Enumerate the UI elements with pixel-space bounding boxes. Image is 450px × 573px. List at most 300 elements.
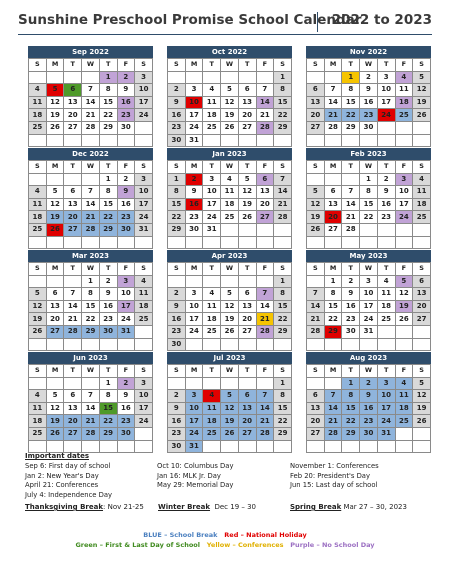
day-cell: 3 xyxy=(135,377,153,390)
day-cell xyxy=(307,275,325,288)
day-cell: 27 xyxy=(413,313,431,326)
day-cell xyxy=(203,338,221,351)
weekday-header: S xyxy=(307,263,325,276)
month-table xyxy=(167,58,292,147)
day-cell: 19 xyxy=(29,313,47,326)
day-cell: 20 xyxy=(307,415,325,428)
weekday-header: M xyxy=(46,365,64,378)
day-cell: 14 xyxy=(256,96,274,109)
day-cell: 28 xyxy=(64,325,82,338)
day-cell: 7 xyxy=(256,390,274,403)
day-cell: 4 xyxy=(395,71,413,84)
day-cell: 15 xyxy=(360,198,378,211)
weekday-header: T xyxy=(342,59,360,72)
day-cell xyxy=(203,236,221,249)
weekday-header: W xyxy=(82,161,100,174)
day-cell: 19 xyxy=(413,402,431,415)
day-cell: 13 xyxy=(324,198,342,211)
day-cell: 13 xyxy=(64,402,82,415)
day-cell: 31 xyxy=(377,427,395,440)
day-cell: 10 xyxy=(185,96,203,109)
day-cell xyxy=(256,71,274,84)
day-cell: 6 xyxy=(413,275,431,288)
weekday-header: S xyxy=(29,161,47,174)
day-cell: 8 xyxy=(99,84,117,97)
day-cell: 23 xyxy=(360,415,378,428)
day-cell: 4 xyxy=(413,173,431,186)
day-cell: 30 xyxy=(168,134,186,147)
day-cell: 7 xyxy=(324,390,342,403)
day-cell: 1 xyxy=(82,275,100,288)
day-cell: 25 xyxy=(395,109,413,122)
day-cell: 17 xyxy=(135,198,153,211)
day-cell: 13 xyxy=(238,96,256,109)
day-cell: 18 xyxy=(395,96,413,109)
day-cell xyxy=(99,440,117,453)
weekday-header: W xyxy=(360,161,378,174)
day-cell: 2 xyxy=(342,275,360,288)
day-cell: 5 xyxy=(46,186,64,199)
day-cell xyxy=(307,440,325,453)
day-cell: 14 xyxy=(256,402,274,415)
day-cell: 1 xyxy=(99,377,117,390)
day-cell: 9 xyxy=(117,84,135,97)
month-title: Dec 2022 xyxy=(28,148,153,160)
day-cell: 3 xyxy=(203,173,221,186)
weekday-header: F xyxy=(395,59,413,72)
month-table xyxy=(28,58,153,147)
month-table xyxy=(167,364,292,453)
day-cell: 12 xyxy=(221,96,239,109)
day-cell: 23 xyxy=(168,427,186,440)
day-cell: 23 xyxy=(185,211,203,224)
weekday-header: F xyxy=(395,263,413,276)
day-cell: 6 xyxy=(256,173,274,186)
day-cell: 9 xyxy=(360,390,378,403)
day-cell: 17 xyxy=(203,198,221,211)
day-cell xyxy=(29,173,47,186)
day-cell: 18 xyxy=(29,415,47,428)
day-cell: 21 xyxy=(324,109,342,122)
legend-green: Green – First & Last Day of School xyxy=(75,541,200,549)
day-cell: 15 xyxy=(274,96,292,109)
day-cell: 27 xyxy=(238,121,256,134)
weekday-header: S xyxy=(135,161,153,174)
day-cell xyxy=(395,223,413,236)
day-cell: 26 xyxy=(238,211,256,224)
day-cell: 23 xyxy=(99,313,117,326)
weekday-header: W xyxy=(221,365,239,378)
weekday-header: S xyxy=(307,365,325,378)
day-cell: 6 xyxy=(307,390,325,403)
important-dates-col1 xyxy=(25,462,112,500)
weekday-header: T xyxy=(377,365,395,378)
day-cell: 24 xyxy=(377,109,395,122)
month-calendar xyxy=(306,148,431,249)
day-cell xyxy=(256,223,274,236)
day-cell: 11 xyxy=(135,288,153,301)
day-cell: 2 xyxy=(117,377,135,390)
day-cell xyxy=(360,338,378,351)
day-cell: 25 xyxy=(395,415,413,428)
day-cell xyxy=(135,440,153,453)
day-cell xyxy=(46,134,64,147)
day-cell xyxy=(324,236,342,249)
day-cell xyxy=(29,377,47,390)
day-cell: 10 xyxy=(203,186,221,199)
day-cell: 18 xyxy=(203,415,221,428)
day-cell: 11 xyxy=(377,288,395,301)
day-cell: 16 xyxy=(99,300,117,313)
day-cell: 17 xyxy=(360,300,378,313)
day-cell: 17 xyxy=(135,96,153,109)
day-cell: 28 xyxy=(274,211,292,224)
day-cell: 27 xyxy=(64,223,82,236)
day-cell: 25 xyxy=(29,121,47,134)
weekday-header: T xyxy=(238,365,256,378)
day-cell: 30 xyxy=(360,427,378,440)
day-cell: 27 xyxy=(307,121,325,134)
day-cell xyxy=(185,338,203,351)
day-cell: 20 xyxy=(64,415,82,428)
day-cell: 10 xyxy=(135,186,153,199)
day-cell xyxy=(64,134,82,147)
weekday-header: S xyxy=(274,365,292,378)
weekday-header: F xyxy=(117,59,135,72)
day-cell: 8 xyxy=(82,288,100,301)
day-cell xyxy=(238,71,256,84)
month-title: Jan 2023 xyxy=(167,148,292,160)
day-cell: 19 xyxy=(46,211,64,224)
day-cell: 8 xyxy=(168,186,186,199)
month-calendar xyxy=(28,46,153,147)
weekday-header: T xyxy=(64,263,82,276)
weekday-header: M xyxy=(185,365,203,378)
day-cell xyxy=(29,71,47,84)
day-cell: 12 xyxy=(307,198,325,211)
day-cell: 14 xyxy=(307,300,325,313)
day-cell: 10 xyxy=(117,288,135,301)
day-cell: 26 xyxy=(221,325,239,338)
day-cell xyxy=(413,121,431,134)
day-cell: 17 xyxy=(185,415,203,428)
day-cell xyxy=(413,440,431,453)
day-cell xyxy=(64,338,82,351)
day-cell xyxy=(238,440,256,453)
day-cell: 1 xyxy=(342,377,360,390)
day-cell: 14 xyxy=(274,186,292,199)
day-cell: 14 xyxy=(324,96,342,109)
day-cell: 20 xyxy=(46,313,64,326)
weekday-header: S xyxy=(274,59,292,72)
day-cell: 5 xyxy=(29,288,47,301)
day-cell xyxy=(221,377,239,390)
day-cell: 23 xyxy=(117,109,135,122)
day-cell: 5 xyxy=(46,84,64,97)
day-cell xyxy=(256,338,274,351)
weekday-header: T xyxy=(377,161,395,174)
day-cell: 4 xyxy=(203,84,221,97)
day-cell: 21 xyxy=(256,109,274,122)
day-cell: 7 xyxy=(307,288,325,301)
day-cell: 21 xyxy=(274,198,292,211)
day-cell: 26 xyxy=(29,325,47,338)
day-cell xyxy=(168,377,186,390)
weekday-header: S xyxy=(29,365,47,378)
day-cell xyxy=(64,377,82,390)
day-cell: 17 xyxy=(185,313,203,326)
month-calendar xyxy=(167,352,292,453)
day-cell: 7 xyxy=(82,390,100,403)
day-cell: 4 xyxy=(203,390,221,403)
day-cell: 5 xyxy=(413,71,431,84)
day-cell: 3 xyxy=(395,173,413,186)
day-cell: 3 xyxy=(135,173,153,186)
day-cell xyxy=(307,377,325,390)
day-cell xyxy=(377,223,395,236)
day-cell: 18 xyxy=(413,198,431,211)
day-cell xyxy=(117,440,135,453)
day-cell: 15 xyxy=(99,96,117,109)
day-cell: 31 xyxy=(360,325,378,338)
day-cell xyxy=(324,173,342,186)
month-table xyxy=(167,160,292,249)
day-cell: 7 xyxy=(256,84,274,97)
day-cell: 1 xyxy=(274,275,292,288)
day-cell: 1 xyxy=(99,71,117,84)
day-cell: 30 xyxy=(99,325,117,338)
day-cell: 8 xyxy=(99,186,117,199)
weekday-header: W xyxy=(221,161,239,174)
month-title: Sep 2022 xyxy=(28,46,153,58)
day-cell: 22 xyxy=(342,415,360,428)
day-cell xyxy=(377,121,395,134)
day-cell: 16 xyxy=(117,96,135,109)
important-date: May 29: Memorial Day xyxy=(157,481,234,490)
legend-blue: BLUE – School Break xyxy=(143,531,218,539)
day-cell: 1 xyxy=(274,71,292,84)
day-cell: 9 xyxy=(360,84,378,97)
day-cell: 6 xyxy=(238,288,256,301)
month-title: Aug 2023 xyxy=(306,352,431,364)
weekday-header: F xyxy=(256,161,274,174)
day-cell xyxy=(46,275,64,288)
weekday-header: F xyxy=(256,59,274,72)
day-cell: 17 xyxy=(135,402,153,415)
month-calendar xyxy=(28,250,153,351)
day-cell xyxy=(46,440,64,453)
day-cell: 17 xyxy=(117,300,135,313)
day-cell: 27 xyxy=(46,325,64,338)
day-cell xyxy=(413,134,431,147)
day-cell: 9 xyxy=(168,300,186,313)
day-cell xyxy=(135,134,153,147)
day-cell: 15 xyxy=(342,96,360,109)
day-cell: 29 xyxy=(274,121,292,134)
day-cell: 10 xyxy=(185,300,203,313)
page-title: Sunshine Preschool Promise School Calendar xyxy=(18,12,362,28)
day-cell: 15 xyxy=(324,300,342,313)
day-cell: 2 xyxy=(99,275,117,288)
school-year: 2022 to 2023 xyxy=(317,12,432,32)
day-cell xyxy=(413,325,431,338)
day-cell: 28 xyxy=(82,121,100,134)
day-cell: 13 xyxy=(307,96,325,109)
important-date: Oct 10: Columbus Day xyxy=(157,462,234,470)
day-cell: 22 xyxy=(324,313,342,326)
day-cell: 9 xyxy=(377,186,395,199)
day-cell: 5 xyxy=(46,390,64,403)
day-cell: 28 xyxy=(82,427,100,440)
weekday-header: T xyxy=(342,161,360,174)
weekday-header: T xyxy=(203,161,221,174)
day-cell: 6 xyxy=(238,390,256,403)
day-cell xyxy=(395,338,413,351)
day-cell: 11 xyxy=(203,402,221,415)
day-cell: 28 xyxy=(82,223,100,236)
day-cell: 11 xyxy=(203,96,221,109)
day-cell: 25 xyxy=(413,211,431,224)
day-cell: 6 xyxy=(64,84,82,97)
day-cell xyxy=(342,134,360,147)
thanksgiving-break xyxy=(25,503,144,511)
month-title: Apr 2023 xyxy=(167,250,292,262)
day-cell: 31 xyxy=(203,223,221,236)
thanksgiving-break-dates: : Nov 21-25 xyxy=(103,503,144,511)
day-cell: 3 xyxy=(377,71,395,84)
day-cell xyxy=(377,325,395,338)
weekday-header: S xyxy=(135,263,153,276)
day-cell: 20 xyxy=(307,109,325,122)
day-cell: 22 xyxy=(274,109,292,122)
day-cell: 11 xyxy=(29,402,47,415)
day-cell: 18 xyxy=(135,300,153,313)
day-cell: 17 xyxy=(395,198,413,211)
day-cell: 6 xyxy=(64,390,82,403)
day-cell: 8 xyxy=(360,186,378,199)
weekday-header: S xyxy=(413,59,431,72)
important-date: Sep 6: First day of school xyxy=(25,462,111,470)
day-cell: 11 xyxy=(221,186,239,199)
day-cell: 21 xyxy=(324,415,342,428)
day-cell xyxy=(82,338,100,351)
weekday-header: S xyxy=(168,161,186,174)
day-cell: 21 xyxy=(342,211,360,224)
day-cell: 3 xyxy=(185,84,203,97)
day-cell: 23 xyxy=(377,211,395,224)
day-cell xyxy=(117,134,135,147)
day-cell: 1 xyxy=(99,173,117,186)
day-cell xyxy=(274,236,292,249)
month-table xyxy=(306,364,431,453)
day-cell: 19 xyxy=(46,415,64,428)
day-cell xyxy=(395,427,413,440)
day-cell: 10 xyxy=(185,402,203,415)
day-cell: 25 xyxy=(377,313,395,326)
day-cell: 30 xyxy=(117,223,135,236)
day-cell xyxy=(221,71,239,84)
day-cell: 13 xyxy=(307,402,325,415)
weekday-header: S xyxy=(413,263,431,276)
day-cell: 18 xyxy=(203,313,221,326)
day-cell xyxy=(324,71,342,84)
page-header xyxy=(18,10,432,35)
day-cell: 24 xyxy=(185,427,203,440)
day-cell: 29 xyxy=(324,325,342,338)
month-calendar xyxy=(28,352,153,453)
weekday-header: F xyxy=(395,365,413,378)
day-cell: 20 xyxy=(64,109,82,122)
day-cell: 2 xyxy=(117,173,135,186)
day-cell: 3 xyxy=(377,377,395,390)
day-cell xyxy=(307,236,325,249)
day-cell: 18 xyxy=(377,300,395,313)
day-cell xyxy=(342,440,360,453)
day-cell: 25 xyxy=(29,223,47,236)
day-cell xyxy=(46,173,64,186)
day-cell: 2 xyxy=(360,71,378,84)
day-cell: 16 xyxy=(168,109,186,122)
day-cell: 29 xyxy=(82,325,100,338)
day-cell xyxy=(395,325,413,338)
day-cell xyxy=(274,134,292,147)
important-date: Feb 20: President's Day xyxy=(290,471,370,480)
day-cell: 22 xyxy=(360,211,378,224)
day-cell xyxy=(377,338,395,351)
day-cell: 17 xyxy=(377,96,395,109)
day-cell: 27 xyxy=(256,211,274,224)
day-cell xyxy=(342,173,360,186)
day-cell xyxy=(238,223,256,236)
day-cell xyxy=(324,134,342,147)
day-cell xyxy=(82,377,100,390)
day-cell: 12 xyxy=(29,300,47,313)
weekday-header: T xyxy=(377,263,395,276)
day-cell xyxy=(221,134,239,147)
weekday-header: M xyxy=(185,59,203,72)
day-cell: 22 xyxy=(274,415,292,428)
weekday-header: T xyxy=(203,263,221,276)
day-cell xyxy=(342,236,360,249)
day-cell xyxy=(29,134,47,147)
day-cell: 17 xyxy=(377,402,395,415)
day-cell xyxy=(185,377,203,390)
day-cell: 6 xyxy=(64,186,82,199)
day-cell: 30 xyxy=(360,121,378,134)
day-cell: 19 xyxy=(46,109,64,122)
day-cell: 16 xyxy=(185,198,203,211)
day-cell: 5 xyxy=(221,84,239,97)
day-cell: 17 xyxy=(185,109,203,122)
month-calendar xyxy=(167,250,292,351)
day-cell: 16 xyxy=(360,402,378,415)
important-dates-title: Important dates xyxy=(25,452,90,460)
legend-line-2 xyxy=(0,541,450,549)
month-title: Oct 2022 xyxy=(167,46,292,58)
legend-red: Red – National Holiday xyxy=(224,531,307,539)
day-cell: 1 xyxy=(168,173,186,186)
day-cell: 2 xyxy=(360,377,378,390)
day-cell xyxy=(29,440,47,453)
important-dates-col2 xyxy=(157,462,233,491)
day-cell: 7 xyxy=(256,288,274,301)
weekday-header: F xyxy=(256,263,274,276)
day-cell: 4 xyxy=(29,390,47,403)
day-cell: 22 xyxy=(99,211,117,224)
day-cell xyxy=(377,134,395,147)
important-date: April 21: Conferences xyxy=(25,481,99,490)
day-cell: 18 xyxy=(29,109,47,122)
